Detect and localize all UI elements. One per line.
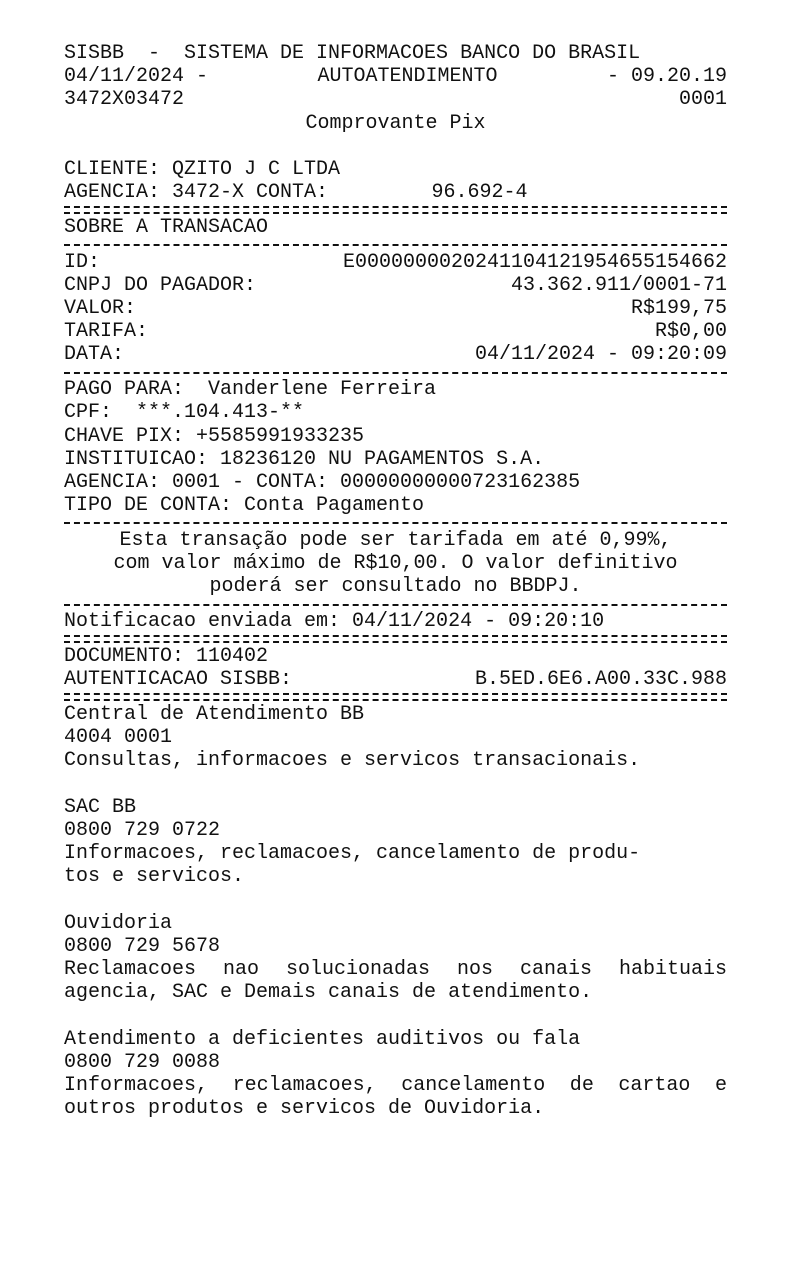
transaction-value: 43.362.911/0001-71 <box>510 273 727 297</box>
contact-description: Informacoes, reclamacoes, cancelamento de produ- tos e servicos. <box>64 841 641 889</box>
document-number: DOCUMENTO: 110402 <box>64 644 269 668</box>
separator-dashed <box>64 239 727 251</box>
notification-time: Notificacao enviada em: 04/11/2024 - 09:20:10 <box>64 610 605 634</box>
contact-name: Ouvidoria <box>64 911 173 935</box>
payee-line: CHAVE PIX: +5585991933235 <box>64 424 365 448</box>
payee-line: AGENCIA: 0001 - CONTA: 00000000000723162385 <box>64 470 581 494</box>
authentication-label: AUTENTICACAO SISBB: <box>64 668 293 692</box>
contact-description: Reclamacoes nao solucionadas nos canais habituais agencia, SAC e Demais canais de atendimento. <box>64 957 727 1005</box>
contact-phone: 4004 0001 <box>64 726 173 750</box>
fee-notice-line: Esta transação pode ser tarifada em até 0,99%, <box>119 528 672 552</box>
client-agency: AGENCIA: 3472-X CONTA: <box>64 181 329 205</box>
transaction-label: DATA: <box>64 343 125 367</box>
contact-phone: 0800 729 0088 <box>64 1050 221 1074</box>
client-account-row <box>64 181 727 204</box>
authentication-code: B.5ED.6E6.A00.33C.988 <box>474 668 727 692</box>
payee-line: CPF: ***.104.413-** <box>64 401 305 425</box>
transaction-row <box>64 274 727 297</box>
section-title-transaction: SOBRE A TRANSACAO <box>64 215 269 239</box>
fee-notice-line: com valor máximo de R$10,00. O valor definitivo <box>113 552 678 576</box>
separator-dashed <box>64 599 727 611</box>
header-time: - 09.20.19 <box>606 65 727 89</box>
separator-double <box>64 204 727 216</box>
header-channel: AUTOATENDIMENTO <box>317 65 498 89</box>
fee-notice-line: poderá ser consultado no BBDPJ. <box>209 575 582 599</box>
separator-double <box>64 633 727 645</box>
payee-line: INSTITUICAO: 18236120 NU PAGAMENTOS S.A. <box>64 447 545 471</box>
spacer <box>64 888 727 911</box>
separator-dashed <box>64 367 727 379</box>
receipt-title: Comprovante Pix <box>305 111 486 135</box>
transaction-row <box>64 251 727 274</box>
pix-receipt <box>64 42 727 1120</box>
transaction-label: CNPJ DO PAGADOR: <box>64 273 257 297</box>
payee-line: PAGO PARA: Vanderlene Ferreira <box>64 378 437 402</box>
terminal-id: 3472X03472 <box>64 88 185 112</box>
spacer <box>64 1004 727 1027</box>
system-header: SISBB - SISTEMA DE INFORMACOES BANCO DO BRASIL <box>64 42 641 65</box>
contact-description: Consultas, informacoes e servicos transacionais. <box>64 749 641 773</box>
transaction-row <box>64 320 727 343</box>
contact-name: Central de Atendimento BB <box>64 702 365 726</box>
client-account: 96.692-4 <box>431 181 624 205</box>
separator-double <box>64 691 727 703</box>
client-name: CLIENTE: QZITO J C LTDA <box>64 157 341 181</box>
transaction-label: ID: <box>64 250 101 274</box>
transaction-value: 04/11/2024 - 09:20:09 <box>474 343 727 367</box>
header-date-row <box>64 65 727 88</box>
header-date: 04/11/2024 - <box>64 65 209 89</box>
transaction-row <box>64 343 727 366</box>
header-terminal-row <box>64 88 727 111</box>
contact-description: Informacoes, reclamacoes, cancelamento de cartao e outros produtos e servicos de Ouvidoria. <box>64 1073 727 1121</box>
transaction-value: R$0,00 <box>654 320 727 344</box>
transaction-label: VALOR: <box>64 297 137 321</box>
payee-line: TIPO DE CONTA: Conta Pagamento <box>64 494 425 518</box>
contact-phone: 0800 729 5678 <box>64 934 221 958</box>
sequence-number: 0001 <box>678 88 727 112</box>
contact-name: SAC BB <box>64 795 137 819</box>
separator-dashed <box>64 517 727 529</box>
transaction-value: R$199,75 <box>630 297 727 321</box>
transaction-value: E0000000020241104121954655154662 <box>342 250 727 274</box>
transaction-label: TARIFA: <box>64 320 149 344</box>
contact-phone: 0800 729 0722 <box>64 818 221 842</box>
contact-name: Atendimento a deficientes auditivos ou fala <box>64 1027 581 1051</box>
spacer <box>64 772 727 795</box>
authentication-row <box>64 668 727 691</box>
transaction-row <box>64 297 727 320</box>
spacer <box>64 135 727 158</box>
